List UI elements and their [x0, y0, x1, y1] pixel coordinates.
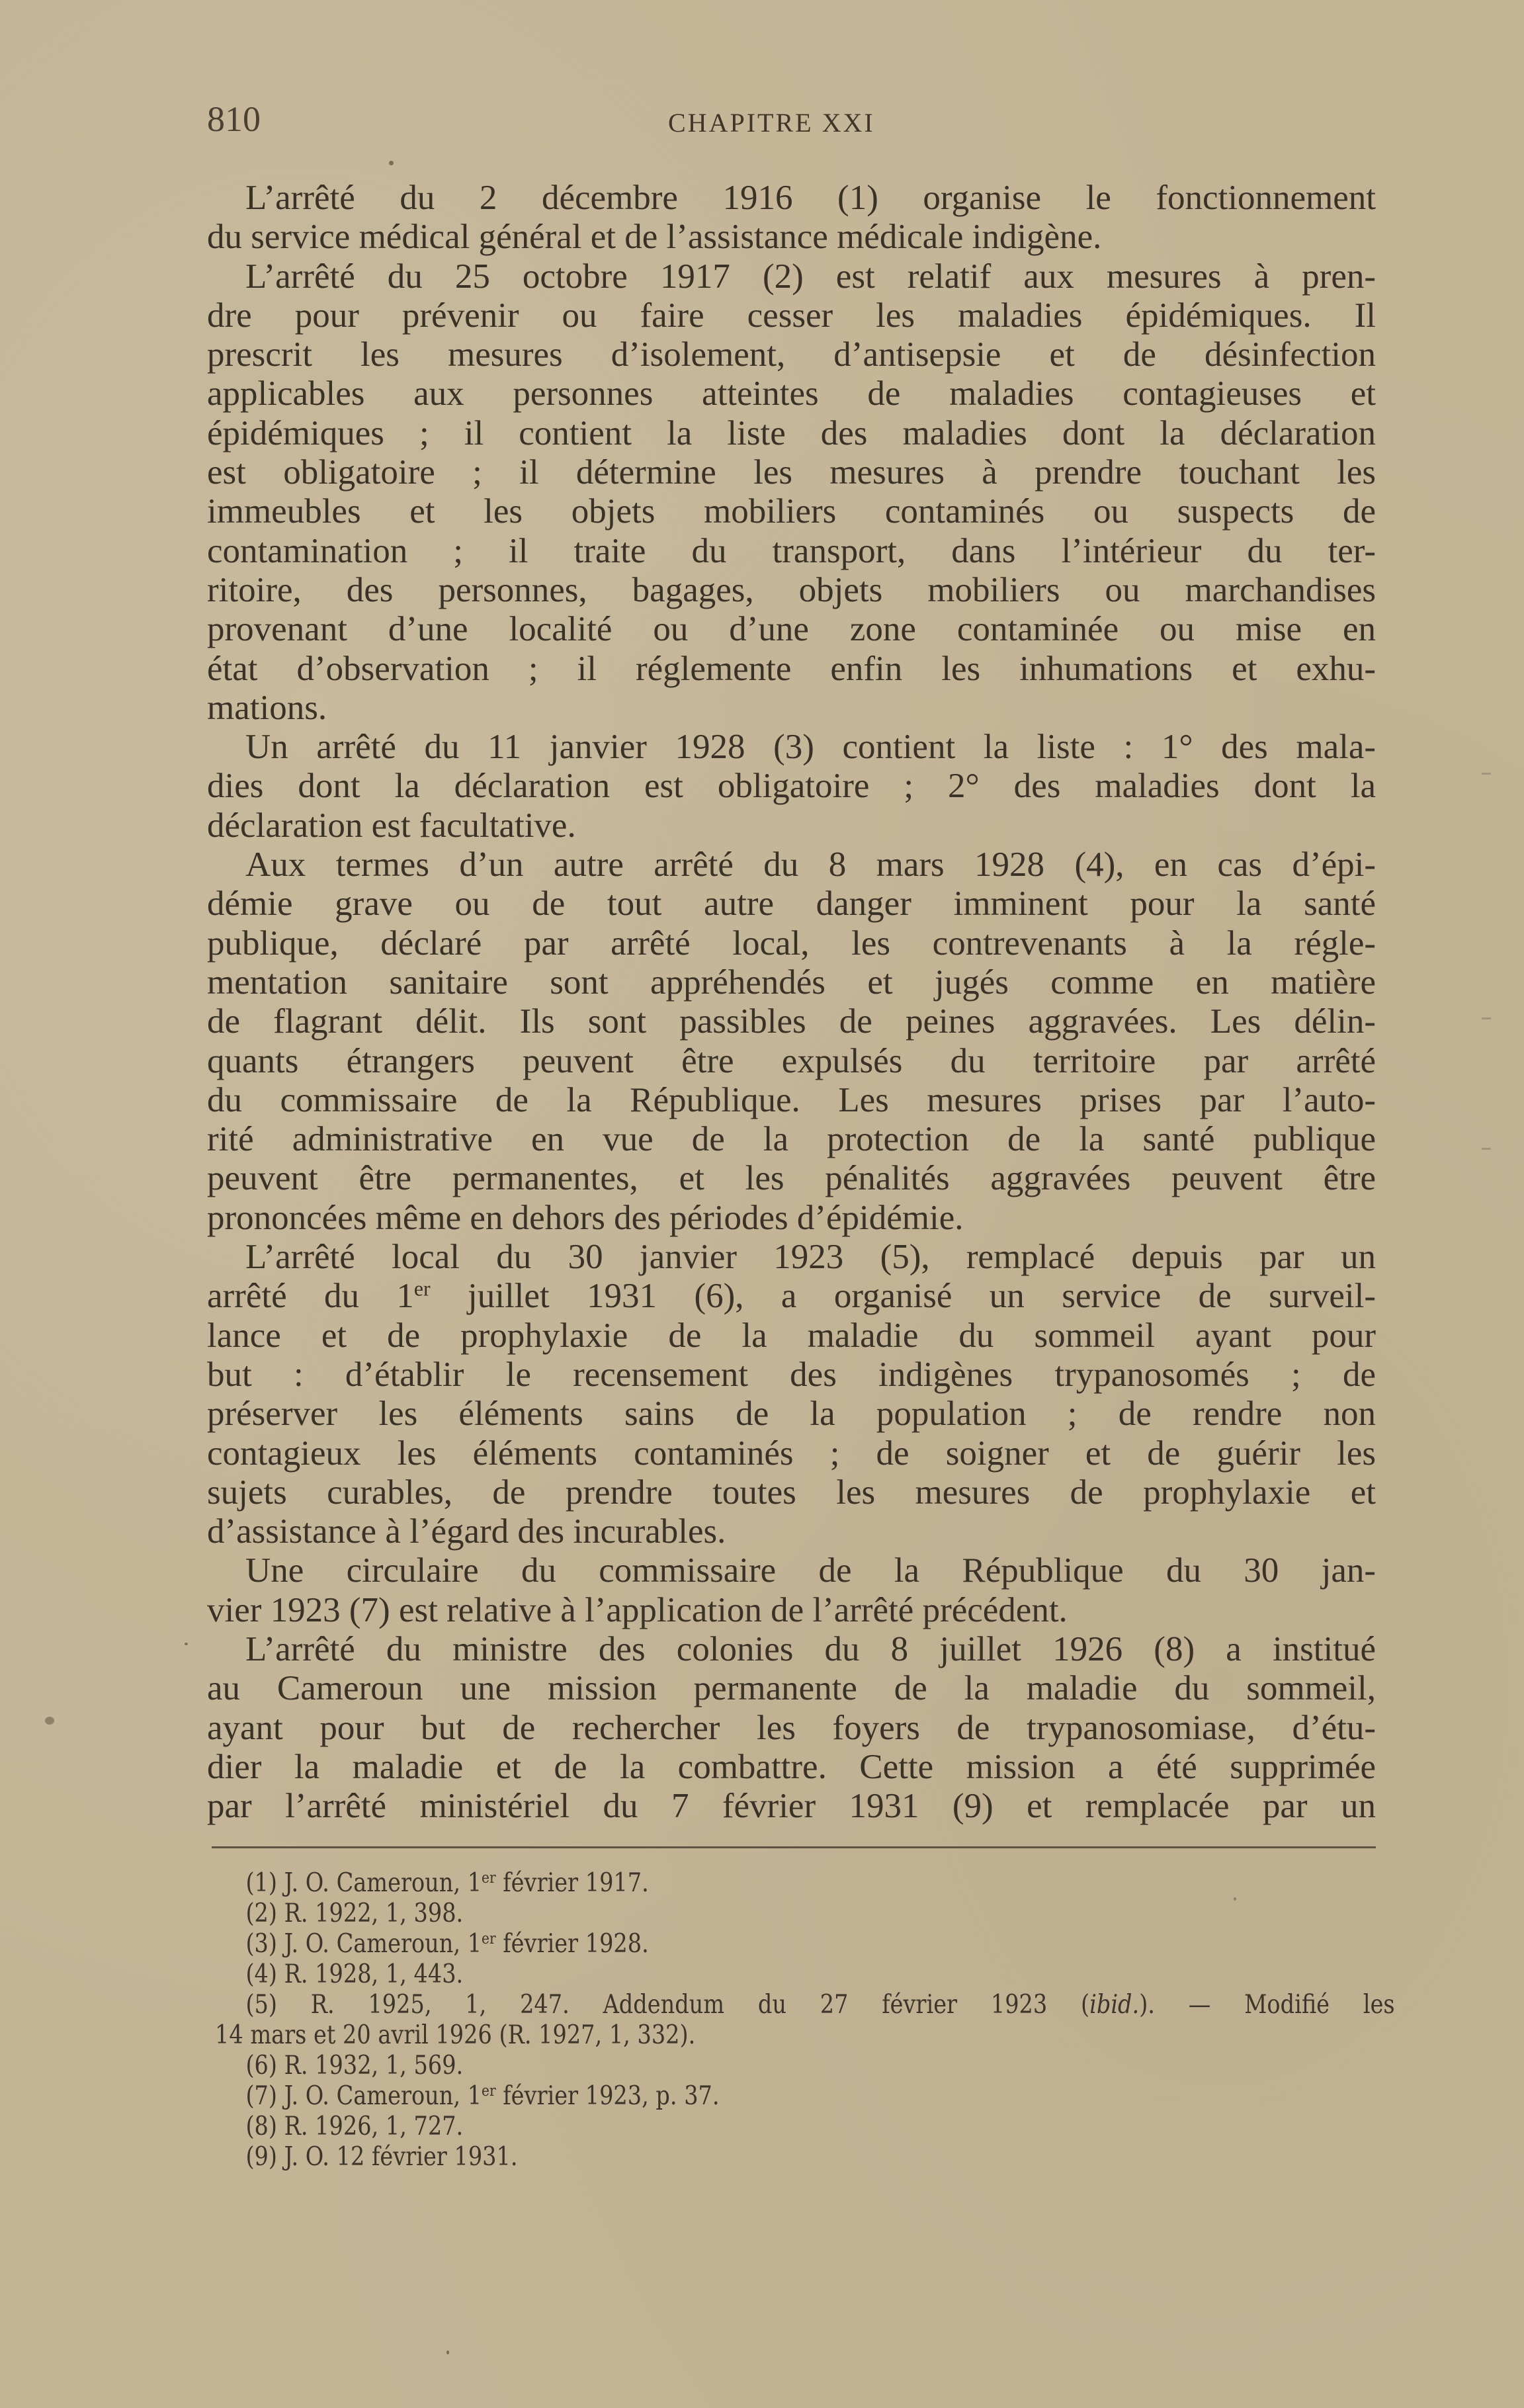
text-line: au Cameroun une mission permanente de la maladie du sommeil,: [207, 1669, 1376, 1708]
speck: [1482, 773, 1491, 775]
text-line: Une circulaire du commissaire de la République du 30 jan-: [245, 1551, 1376, 1590]
page-number: 810: [207, 99, 261, 139]
text-line: L’arrêté du 25 octobre 1917 (2) est relatif aux mesures à pren-: [245, 257, 1376, 296]
text-line: est obligatoire ; il détermine les mesures à prendre touchant les: [207, 453, 1376, 492]
text-line: rité administrative en vue de la protection de la santé publique: [207, 1120, 1376, 1159]
footnote-7: (7) J. O. Cameroun, 1er février 1923, p. 37.: [245, 2081, 720, 2111]
text-line: préserver les éléments sains de la population ; de rendre non: [207, 1395, 1376, 1434]
text-line: Aux termes d’un autre arrêté du 8 mars 1928 (4), en cas d’épi-: [245, 845, 1376, 884]
text-line: ayant pour but de rechercher les foyers de trypanosomiase, d’étu-: [207, 1708, 1376, 1747]
text-line: contagieux les éléments contaminés ; de soigner et de guérir les: [207, 1434, 1376, 1473]
footnote-8: (8) R. 1926, 1, 727.: [245, 2112, 464, 2141]
text-line: ritoire, des personnes, bagages, objets mobiliers ou marchandises: [207, 570, 1376, 609]
footnote-4: (4) R. 1928, 1, 443.: [245, 1959, 464, 1989]
text-line: Un arrêté du 11 janvier 1928 (3) contient la liste : 1° des mala-: [245, 728, 1376, 767]
text-line: dre pour prévenir ou faire cesser les maladies épidémiques. Il: [207, 296, 1376, 335]
speck: [1482, 1148, 1491, 1150]
footnote-5: (5) R. 1925, 1, 247. Addendum du 27 février 1923 (ibid.). — Modifié les: [245, 1990, 1395, 2020]
text-line: du commissaire de la République. Les mesures prises par l’auto-: [207, 1080, 1376, 1119]
text-line: mations.: [207, 688, 327, 727]
speck: [185, 1643, 188, 1645]
text-line: lance et de prophylaxie de la maladie du sommeil ayant pour: [207, 1316, 1376, 1355]
speck: [446, 2350, 449, 2354]
text-line: vier 1923 (7) est relative à l’application de l’arrêté précédent.: [207, 1590, 1068, 1629]
text-line: prescrit les mesures d’isolement, d’antisepsie et de désinfection: [207, 335, 1376, 374]
speck: [45, 1717, 54, 1725]
text-line: arrêté du 1er juillet 1931 (6), a organisé un service de surveil-: [207, 1277, 1376, 1316]
text-line: contamination ; il traite du transport, dans l’intérieur du ter-: [207, 531, 1376, 570]
footnotes: [215, 1868, 1395, 2172]
footnote-3: (3) J. O. Cameroun, 1er février 1928.: [245, 1929, 649, 1959]
text-line: L’arrêté du ministre des colonies du 8 juillet 1926 (8) a institué: [245, 1629, 1376, 1668]
text-line: dier la maladie et de la combattre. Cette mission a été supprimée: [207, 1747, 1376, 1786]
text-line: épidémiques ; il contient la liste des maladies dont la déclaration: [207, 413, 1376, 452]
speck: [1234, 1897, 1236, 1901]
text-line: provenant d’une localité ou d’une zone contaminée ou mise en: [207, 610, 1376, 649]
text-line: L’arrêté local du 30 janvier 1923 (5), remplacé depuis par un: [245, 1238, 1376, 1277]
text-line: déclaration est facultative.: [207, 806, 576, 845]
footnote-1: (1) J. O. Cameroun, 1er février 1917.: [245, 1868, 649, 1898]
footnote-9: (9) J. O. 12 février 1931.: [245, 2142, 518, 2172]
running-head: [207, 99, 1376, 139]
text-line: peuvent être permanentes, et les pénalités aggravées peuvent être: [207, 1159, 1376, 1198]
text-line: prononcées même en dehors des périodes d’épidémie.: [207, 1198, 964, 1237]
text-line: but : d’établir le recensement des indigènes trypanosomés ; de: [207, 1355, 1376, 1394]
footnote-separator: [212, 1846, 1376, 1848]
text-line: de flagrant délit. Ils sont passibles de peines aggravées. Les délin-: [207, 1002, 1376, 1041]
text-line: du service médical général et de l’assistance médicale indigène.: [207, 218, 1102, 257]
text-line: applicables aux personnes atteintes de maladies contagieuses et: [207, 374, 1376, 413]
speck: [389, 161, 394, 165]
text-line: mentation sanitaire sont appréhendés et jugés comme en matière: [207, 963, 1376, 1002]
text-line: immeubles et les objets mobiliers contaminés ou suspects de: [207, 492, 1376, 531]
text-line: démie grave ou de tout autre danger imminent pour la santé: [207, 884, 1376, 924]
text-line: d’assistance à l’égard des incurables.: [207, 1512, 726, 1551]
text-line: publique, déclaré par arrêté local, les contrevenants à la régle-: [207, 924, 1376, 963]
chapter-title: CHAPITRE XXI: [668, 108, 875, 138]
footnote-2: (2) R. 1922, 1, 398.: [245, 1899, 464, 1928]
footnote-6: (6) R. 1932, 1, 569.: [245, 2051, 464, 2081]
text-line: dies dont la déclaration est obligatoire ; 2° des maladies dont la: [207, 767, 1376, 806]
footnote-5-continuation: 14 mars et 20 avril 1926 (R. 1927, 1, 332).: [215, 2020, 696, 2050]
text-line: par l’arrêté ministériel du 7 février 1931 (9) et remplacée par un: [207, 1787, 1376, 1826]
text-line: sujets curables, de prendre toutes les mesures de prophylaxie et: [207, 1473, 1376, 1512]
body-text: [207, 179, 1376, 1826]
text-line: quants étrangers peuvent être expulsés du territoire par arrêté: [207, 1041, 1376, 1080]
text-line: L’arrêté du 2 décembre 1916 (1) organise le fonctionnement: [245, 179, 1376, 217]
speck: [1482, 1017, 1491, 1019]
text-line: état d’observation ; il réglemente enfin les inhumations et exhu-: [207, 649, 1376, 688]
